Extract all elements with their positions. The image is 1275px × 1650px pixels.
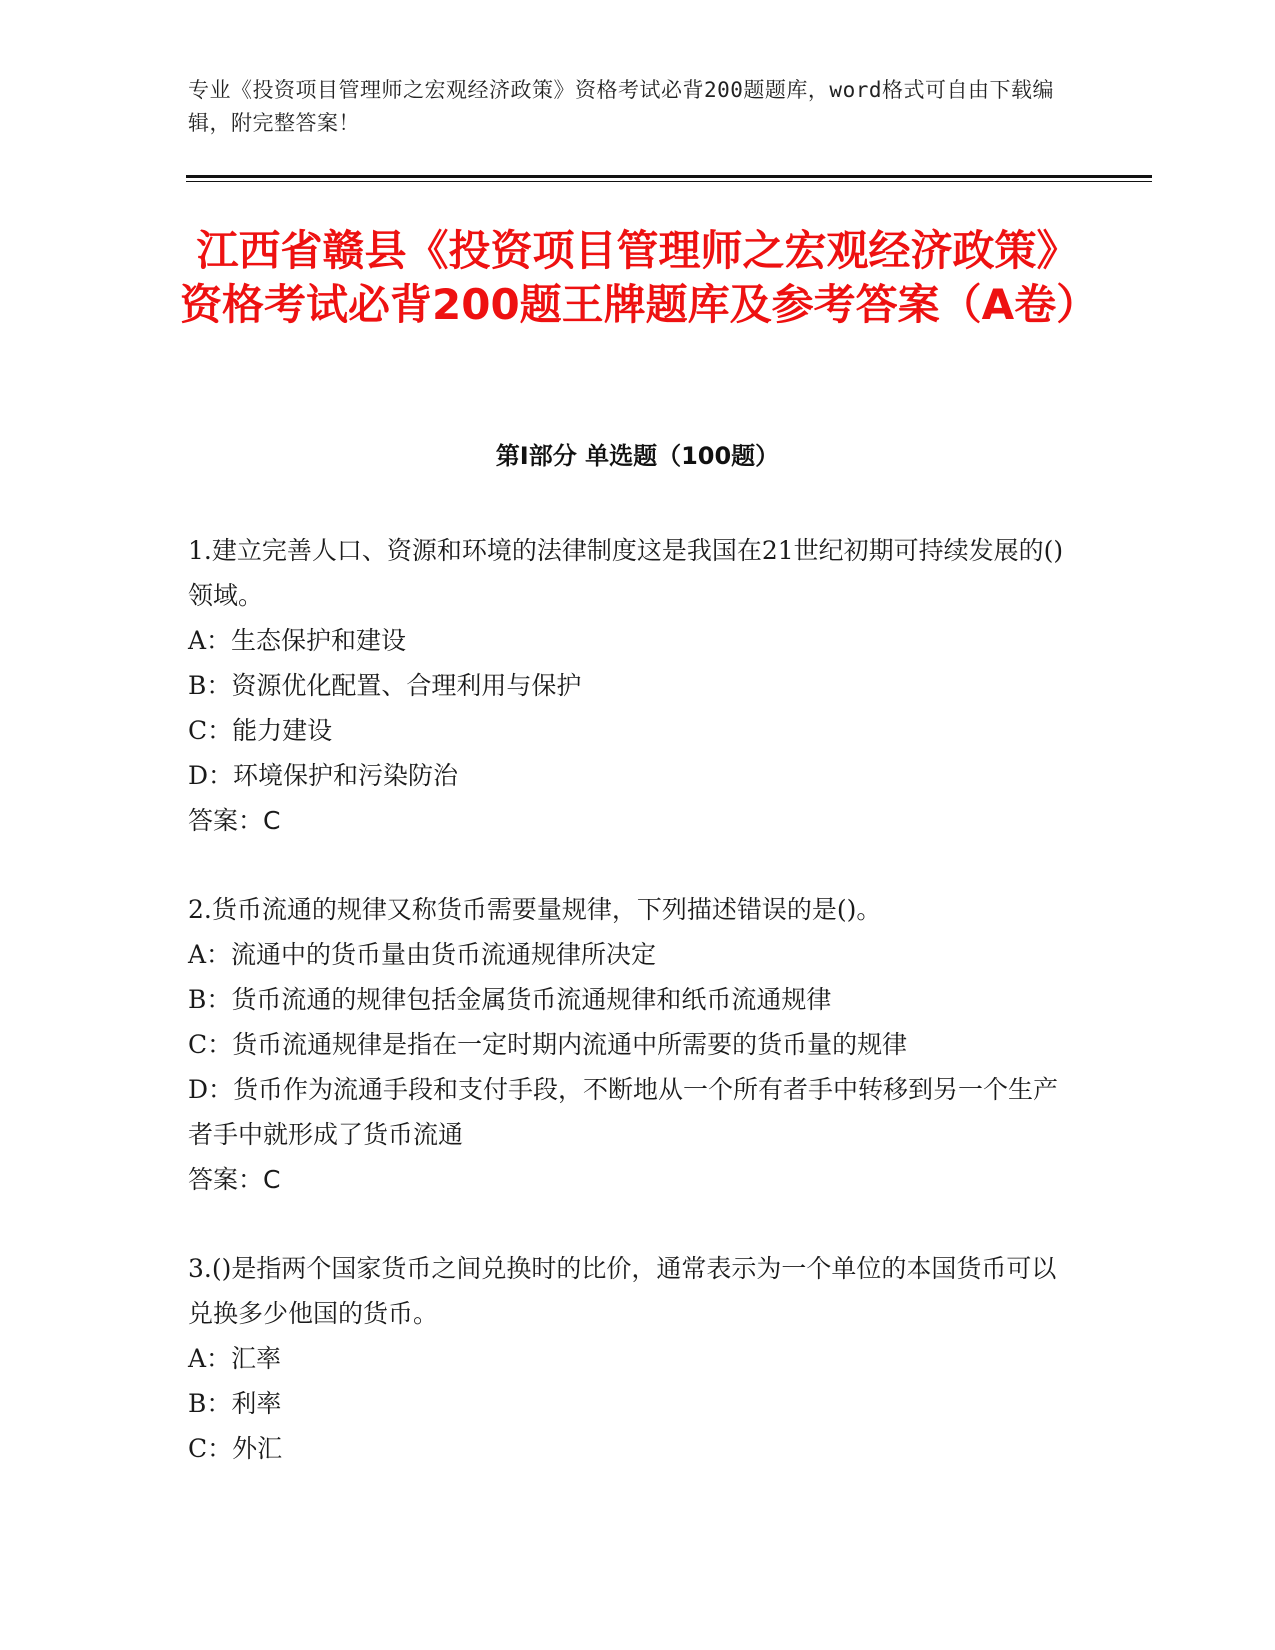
answer: 答案：C xyxy=(188,1165,281,1194)
option-c: C：能力建设 xyxy=(188,716,333,745)
option-c: C：货币流通规律是指在一定时期内流通中所需要的货币量的规律 xyxy=(188,1030,908,1059)
option-b: B：利率 xyxy=(188,1389,282,1418)
question-stem: 3.()是指两个国家货币之间兑换时的比价，通常表示为一个单位的本国货币可以兑换多少他国的货币。 xyxy=(188,1254,1057,1328)
option-a: A：汇率 xyxy=(188,1344,282,1373)
answer: 答案：C xyxy=(188,806,281,835)
option-d: D：货币作为流通手段和支付手段，不断地从一个所有者手中转移到另一个生产者手中就形成了货币流通 xyxy=(188,1075,1059,1149)
option-a: A：流通中的货币量由货币流通规律所决定 xyxy=(188,940,657,969)
option-b: B：资源优化配置、合理利用与保护 xyxy=(188,671,582,700)
question-stem: 2.货币流通的规律又称货币需要量规律，下列描述错误的是()。 xyxy=(188,895,882,924)
header-rule-thick xyxy=(186,175,1152,178)
option-c: C：外汇 xyxy=(188,1434,283,1463)
question-3 xyxy=(188,1246,1068,1471)
header-note: 专业《投资项目管理师之宏观经济政策》资格考试必背200题题库，word格式可自由下载编辑，附完整答案！ xyxy=(188,78,1054,135)
option-b: B：货币流通的规律包括金属货币流通规律和纸币流通规律 xyxy=(188,985,832,1014)
question-2 xyxy=(188,887,1068,1202)
question-stem: 1.建立完善人口、资源和环境的法律制度这是我国在21世纪初期可持续发展的()领域。 xyxy=(188,536,1064,610)
question-list xyxy=(188,528,1068,1515)
option-a: A：生态保护和建设 xyxy=(188,626,407,655)
option-d: D：环境保护和污染防治 xyxy=(188,761,459,790)
document-title: 江西省赣县《投资项目管理师之宏观经济政策》资格考试必背200题王牌题库及参考答案（A卷） xyxy=(180,226,1099,329)
section-heading: 第Ⅰ部分 单选题（100题） xyxy=(495,442,780,470)
header-rule-thin xyxy=(186,181,1152,182)
question-1 xyxy=(188,528,1068,843)
